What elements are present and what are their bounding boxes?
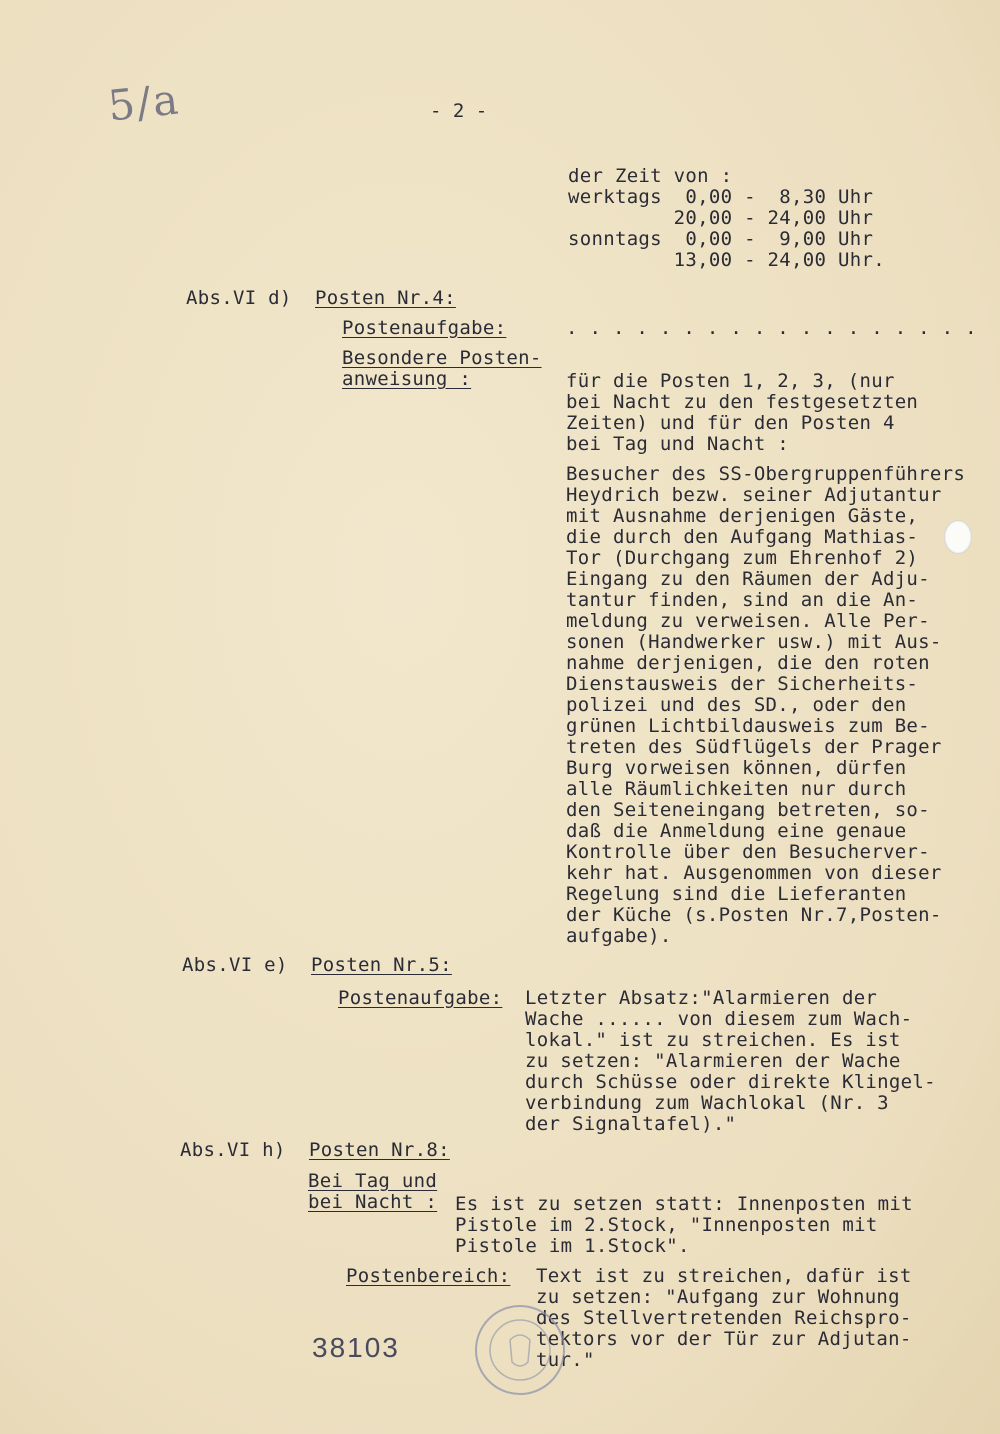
text-line: mit Ausnahme derjenigen Gäste, (566, 505, 919, 527)
field-label: Postenaufgabe: (338, 987, 503, 1009)
text-line: grünen Lichtbildausweis zum Be- (566, 715, 930, 737)
text-line: tur." (536, 1349, 595, 1371)
text-line: alle Räumlichkeiten nur durch (566, 778, 907, 800)
text-line: Tor (Durchgang zum Ehrenhof 2) (566, 547, 919, 569)
text-line: daß die Anmeldung eine genaue (566, 820, 907, 842)
section-title: Posten Nr.5: (311, 954, 452, 976)
text-line: Regelung sind die Lieferanten (566, 883, 907, 905)
field-label: Postenbereich: (346, 1265, 511, 1287)
text-line: Letzter Absatz:"Alarmieren der (525, 987, 878, 1009)
text-line: kehr hat. Ausgenommen von dieser (566, 862, 942, 884)
text-line: meldung zu verweisen. Alle Per- (566, 610, 930, 632)
text-line: aufgabe). (566, 925, 672, 947)
text-line: die durch den Aufgang Mathias- (566, 526, 919, 548)
handwritten-note: 5/a (105, 74, 183, 131)
field-label: Bei Tag und (308, 1170, 438, 1192)
text-line: Heydrich bezw. seiner Adjutantur (566, 484, 942, 506)
section-title: Posten Nr.8: (309, 1139, 450, 1161)
section-ref: Abs.VI h) (180, 1139, 286, 1161)
time-line: sonntags 0,00 - 9,00 Uhr (568, 228, 874, 250)
text-line: bei Tag und Nacht : (566, 433, 790, 455)
text-line: zu setzen: "Alarmieren der Wache (525, 1050, 901, 1072)
text-line: der Signaltafel)." (525, 1113, 737, 1135)
time-line: 13,00 - 24,00 Uhr. (568, 249, 885, 271)
text-line: für die Posten 1, 2, 3, (nur (566, 370, 895, 392)
archive-number: 38103 (312, 1332, 400, 1363)
text-line: Pistole im 2.Stock, "Innenposten mit (455, 1214, 878, 1236)
text-line: Es ist zu setzen statt: Innenposten mit (455, 1193, 913, 1215)
text-line: Pistole im 1.Stock". (455, 1235, 690, 1257)
text-line: tantur finden, sind an die An- (566, 589, 919, 611)
time-line: werktags 0,00 - 8,30 Uhr (568, 186, 874, 208)
field-label: Postenaufgabe: (342, 317, 507, 339)
text-line: des Stellvertretenden Reichspro- (536, 1307, 912, 1329)
time-line: der Zeit von : (568, 165, 733, 187)
archive-stamp-icon (470, 1300, 570, 1400)
text-line: tektors vor der Tür zur Adjutan- (536, 1328, 912, 1350)
page-number: - 2 - (430, 100, 488, 122)
text-line: den Seiteneingang betreten, so- (566, 799, 930, 821)
text-line: sonen (Handwerker usw.) mit Aus- (566, 631, 942, 653)
section-title: Posten Nr.4: (315, 287, 456, 309)
text-line: Zeiten) und für den Posten 4 (566, 412, 895, 434)
field-label: bei Nacht : (308, 1191, 438, 1213)
dotted-placeholder: . . . . . . . . . . . . . . . . . . (566, 317, 977, 339)
time-line: 20,00 - 24,00 Uhr (568, 207, 874, 229)
text-line: lokal." ist zu streichen. Es ist (525, 1029, 901, 1051)
text-line: zu setzen: "Aufgang zur Wohnung (536, 1286, 900, 1308)
text-line: Kontrolle über den Besucherver- (566, 841, 930, 863)
section-ref: Abs.VI e) (182, 954, 288, 976)
text-line: bei Nacht zu den festgesetzten (566, 391, 919, 413)
text-line: Besucher des SS-Obergruppenführers (566, 463, 966, 485)
punch-hole (944, 520, 972, 554)
text-line: Text ist zu streichen, dafür ist (536, 1265, 912, 1287)
field-label: anweisung : (342, 368, 472, 390)
text-line: nahme derjenigen, die den roten (566, 652, 930, 674)
section-ref: Abs.VI d) (186, 287, 292, 309)
text-line: Wache ...... von diesem zum Wach- (525, 1008, 913, 1030)
text-line: treten des Südflügels der Prager (566, 736, 942, 758)
text-line: der Küche (s.Posten Nr.7,Posten- (566, 904, 942, 926)
text-line: Eingang zu den Räumen der Adju- (566, 568, 930, 590)
text-line: Burg vorweisen können, dürfen (566, 757, 907, 779)
text-line: polizei und des SD., oder den (566, 694, 907, 716)
field-label: Besondere Posten- (342, 347, 542, 369)
text-line: verbindung zum Wachlokal (Nr. 3 (525, 1092, 889, 1114)
text-line: durch Schüsse oder direkte Klingel- (525, 1071, 936, 1093)
text-line: Dienstausweis der Sicherheits- (566, 673, 919, 695)
